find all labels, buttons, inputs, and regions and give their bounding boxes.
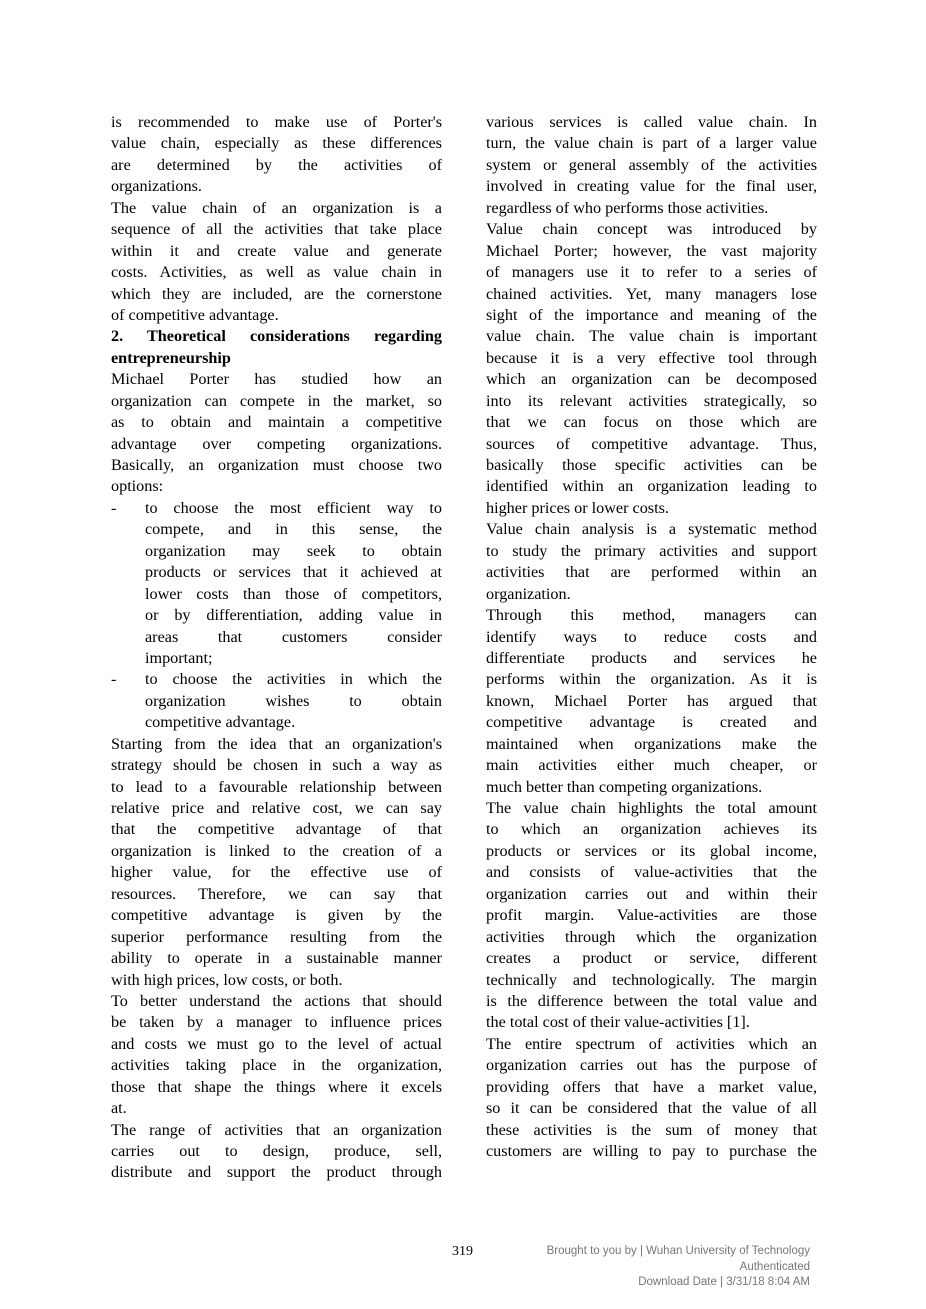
list-bullet: - — [111, 670, 117, 689]
text-line: resources. Therefore, we can say that — [111, 884, 442, 903]
text-line: higher prices or lower costs. — [486, 498, 669, 517]
text-line: maintained when organizations make the — [486, 734, 817, 753]
text-line: or by differentiation, adding value in — [145, 606, 442, 625]
text-line: creates a product or service, different — [486, 949, 817, 968]
text-line: much better than competing organizations. — [486, 777, 763, 796]
paragraph — [111, 734, 442, 991]
text-line: To better understand the actions that should — [111, 991, 442, 1010]
text-line: that we can focus on those which are — [486, 413, 817, 432]
text-line: main activities either much cheaper, or — [486, 756, 817, 775]
footer-provider: Brought to you by | Wuhan University of Technology — [546, 1245, 810, 1257]
text-line: known, Michael Porter has argued that — [486, 691, 817, 710]
paragraph — [486, 1034, 817, 1163]
text-line: higher value, for the effective use of — [111, 863, 442, 882]
text-line: to choose the most efficient way to — [145, 498, 442, 517]
text-line: value chain. The value chain is important — [486, 327, 817, 346]
text-line: Value chain concept was introduced by — [486, 220, 817, 239]
text-line: is the difference between the total value and — [486, 991, 817, 1010]
text-line: various services is called value chain. In — [486, 113, 817, 131]
paragraph — [111, 198, 442, 327]
text-line: because it is a very effective tool through — [486, 348, 817, 367]
text-line: sequence of all the activities that take place — [111, 220, 442, 239]
text-line: The range of activities that an organization — [111, 1120, 442, 1139]
text-line: identify ways to reduce costs and — [486, 627, 817, 646]
text-line: of managers use it to refer to a series of — [486, 263, 817, 282]
text-line: Michael Porter has studied how an — [111, 370, 442, 389]
text-line: Starting from the idea that an organization's — [111, 734, 442, 753]
text-line: Basically, an organization must choose two — [111, 456, 442, 474]
text-line: into its relevant activities strategically, so — [486, 391, 817, 410]
text-line: strategy should be chosen in such a way as — [111, 756, 442, 775]
text-line: identified within an organization leading to — [486, 477, 817, 496]
list-item — [111, 669, 442, 733]
text-line: as to obtain and maintain a competitive — [111, 413, 442, 432]
text-line: distribute and support the product through — [111, 1163, 442, 1182]
text-line: advantage over competing organizations. — [111, 434, 442, 453]
text-line: activities taking place in the organization, — [111, 1056, 442, 1075]
footer-auth: Authenticated — [739, 1260, 810, 1273]
footer-date: Download Date | 3/31/18 8:04 AM — [638, 1276, 810, 1288]
paragraph — [486, 219, 817, 519]
text-line: technically and technologically. The margin — [486, 970, 817, 989]
text-line: chained activities. Yet, many managers lose — [486, 284, 817, 303]
text-line: customers are willing to pay to purchase the — [486, 1142, 817, 1160]
text-line: system or general assembly of the activities — [486, 155, 817, 174]
text-line: costs. Activities, as well as value chain in — [111, 263, 442, 282]
page-number: 319 — [452, 1244, 473, 1259]
list-bullet: - — [111, 498, 117, 517]
text-line: and costs we must go to the level of actual — [111, 1034, 442, 1053]
paragraph — [486, 112, 817, 219]
text-line: differentiate products and services he — [486, 648, 817, 667]
text-line: The value chain highlights the total amount — [486, 799, 817, 817]
text-line: Through this method, managers can — [486, 606, 817, 625]
text-line: products or services that it achieved at — [145, 563, 442, 582]
text-line: which an organization can be decomposed — [486, 370, 817, 389]
paragraph — [111, 112, 442, 198]
text-line: providing offers that have a market value, — [486, 1077, 817, 1096]
text-line: involved in creating value for the final user, — [486, 177, 817, 196]
text-line: turn, the value chain is part of a larger value — [486, 134, 817, 153]
text-line: at. — [111, 1099, 127, 1118]
text-line: regardless of who performs those activities. — [486, 198, 769, 217]
text-line: The entire spectrum of activities which an — [486, 1034, 817, 1053]
text-line: sources of competitive advantage. Thus, — [486, 434, 817, 453]
text-line: 2. Theoretical considerations regarding — [111, 327, 442, 346]
text-line: organization wishes to obtain — [145, 691, 442, 710]
text-line: to which an organization achieves its — [486, 820, 817, 839]
text-line: options: — [111, 477, 164, 496]
text-line: the total cost of their value-activities [1]. — [486, 1013, 750, 1032]
section-heading — [111, 326, 442, 369]
list-item — [111, 498, 442, 670]
text-line: products or services or its global income, — [486, 841, 817, 860]
text-line: important; — [145, 648, 213, 667]
text-line: relative price and relative cost, we can say — [111, 799, 442, 817]
text-line: activities through which the organization — [486, 927, 817, 946]
text-line: which they are included, are the cornerstone — [111, 284, 442, 303]
paragraph — [486, 519, 817, 605]
text-line: competitive advantage is given by the — [111, 906, 442, 925]
text-line: value chain, especially as these differences — [111, 134, 442, 153]
download-footer — [547, 1244, 810, 1291]
text-line: competitive advantage. — [145, 713, 296, 732]
text-line: to study the primary activities and support — [486, 541, 817, 560]
text-line: ability to operate in a sustainable manner — [111, 949, 442, 968]
text-line: is recommended to make use of Porter's — [111, 113, 442, 131]
text-line: be taken by a manager to influence prices — [111, 1013, 442, 1032]
text-line: organization carries out and within their — [486, 884, 817, 903]
text-line: organization. — [486, 584, 571, 603]
text-line: Value chain analysis is a systematic method — [486, 520, 817, 539]
text-line: areas that customers consider — [145, 627, 442, 646]
text-line: Michael Porter; however, the vast majority — [486, 241, 817, 260]
text-line: these activities is the sum of money that — [486, 1120, 817, 1139]
text-line: superior performance resulting from the — [111, 927, 442, 946]
text-line: with high prices, low costs, or both. — [111, 970, 343, 989]
text-line: and consists of value-activities that the — [486, 863, 817, 882]
text-line: organization may seek to obtain — [145, 541, 442, 560]
text-line: activities that are performed within an — [486, 563, 817, 582]
text-line: basically those specific activities can be — [486, 456, 817, 474]
text-line: organizations. — [111, 177, 202, 196]
paragraph — [111, 991, 442, 1120]
text-line: profit margin. Value-activities are those — [486, 906, 817, 925]
text-line: organization carries out has the purpose of — [486, 1056, 817, 1075]
text-line: compete, and in this sense, the — [145, 520, 442, 539]
text-line: those that shape the things where it excels — [111, 1077, 442, 1096]
text-line: organization is linked to the creation of a — [111, 841, 442, 860]
paragraph — [486, 798, 817, 1034]
paragraph — [111, 1120, 442, 1184]
paragraph — [111, 369, 442, 498]
text-line: carries out to design, produce, sell, — [111, 1142, 442, 1160]
text-line: organization can compete in the market, so — [111, 391, 442, 410]
text-line: entrepreneurship — [111, 348, 231, 367]
text-line: competitive advantage is created and — [486, 713, 817, 732]
text-line: that the competitive advantage of that — [111, 820, 442, 839]
text-line: are determined by the activities of — [111, 155, 442, 174]
text-line: within it and create value and generate — [111, 241, 442, 260]
text-line: The value chain of an organization is a — [111, 198, 442, 217]
text-line: performs within the organization. As it is — [486, 670, 817, 689]
right-column — [486, 112, 817, 1162]
text-line: to lead to a favourable relationship between — [111, 777, 442, 796]
text-line: of competitive advantage. — [111, 305, 279, 324]
left-column — [111, 112, 442, 1184]
paragraph — [486, 605, 817, 798]
text-line: to choose the activities in which the — [145, 670, 442, 689]
text-line: lower costs than those of competitors, — [145, 584, 442, 603]
text-line: so it can be considered that the value of all — [486, 1099, 817, 1118]
text-line: sight of the importance and meaning of the — [486, 305, 817, 324]
